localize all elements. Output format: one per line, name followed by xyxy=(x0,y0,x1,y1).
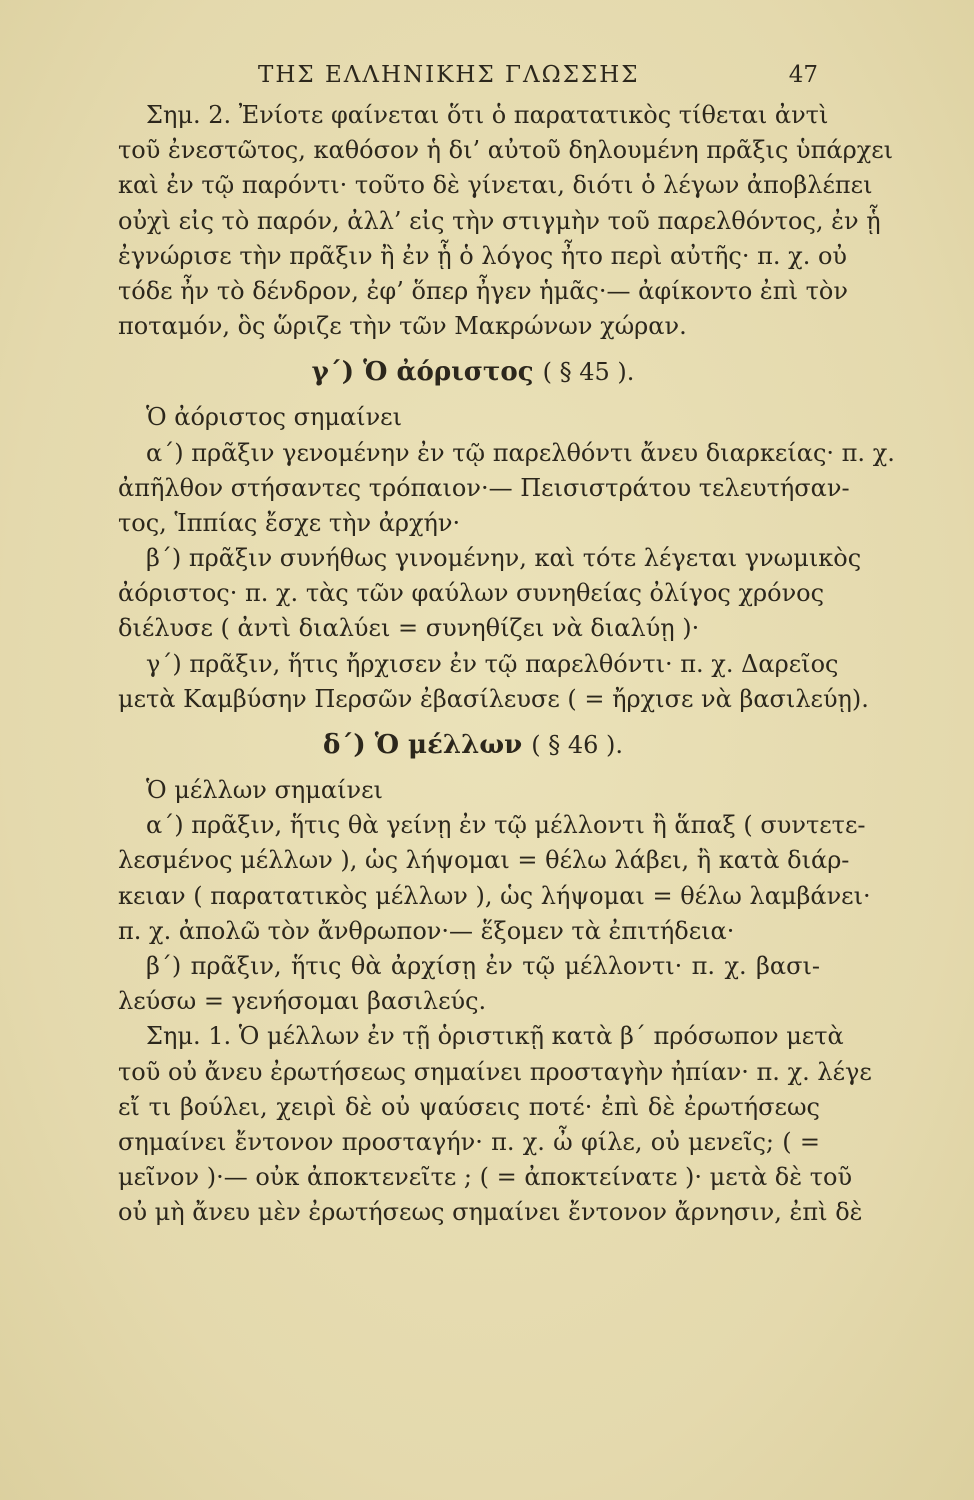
section-heading-future xyxy=(118,727,820,763)
text-line: α΄) πρᾶξιν, ἥτις θὰ γείνῃ ἐν τῷ μέλλοντι ἢ ἅπαξ ( συντετε- xyxy=(146,811,866,840)
text-line: καὶ ἐν τῷ παρόντι· τοῦτο δὲ γίνεται, διότι ὁ λέγων ἀποβλέπει xyxy=(118,171,873,200)
page-number: 47 xyxy=(788,62,818,88)
text-line: μεῖνον )·— οὐκ ἀποκτενεῖτε ; ( = ἀποκτείνατε )· μετὰ δὲ τοῦ xyxy=(118,1163,853,1192)
text-line: τοῦ ἐνεστῶτος, καθόσον ἡ δι’ αὐτοῦ δηλουμένη πρᾶξις ὑπάρχει xyxy=(118,136,894,165)
text-line: β΄) πρᾶξιν, ἥτις θὰ ἀρχίσῃ ἐν τῷ μέλλοντι· π. χ. βασι- xyxy=(146,951,820,980)
section-heading-text: γ΄) Ὁ ἀόριστος xyxy=(311,357,534,388)
text-line: τόδε ἦν τὸ δένδρον, ἐφ’ ὅπερ ἦγεν ἡμᾶς·— ἀφίκοντο ἐπὶ τὸν xyxy=(118,276,848,305)
text-line: γ΄) πρᾶξιν, ἥτις ἤρχισεν ἐν τῷ παρελθόντι· π. χ. Δαρεῖος xyxy=(146,649,839,678)
text-line: ἀπῆλθον στήσαντες τρόπαιον·— Πεισιστράτου τελευτήσαν- xyxy=(118,473,850,502)
text-line: σημαίνει ἔντονον προσταγήν· π. χ. ὦ φίλε, οὐ μενεῖς; ( = xyxy=(118,1127,820,1156)
text-line: εἴ τι βούλει, χειρὶ δὲ οὐ ψαύσεις ποτέ· ἐπὶ δὲ ἐρωτήσεως xyxy=(118,1092,820,1121)
text-line: ἐγνώρισε τὴν πρᾶξιν ἢ ἐν ᾗ ὁ λόγος ἦτο περὶ αὐτῆς· π. χ. οὐ xyxy=(118,241,847,270)
section-reference: ( § 45 ). xyxy=(542,358,635,387)
text-line: κειαν ( παρατατικὸς μέλλων ), ὡς λήψομαι = θέλω λαμβάνει· xyxy=(118,881,871,910)
text-line: Σημ. 1. Ὁ μέλλων ἐν τῇ ὁριστικῇ κατὰ β΄ πρόσωπον μετὰ xyxy=(146,1022,844,1051)
text-line: οὐ μὴ ἄνευ μὲν ἐρωτήσεως σημαίνει ἔντονον ἄρνησιν, ἐπὶ δὲ xyxy=(118,1198,863,1227)
text-line: β΄) πρᾶξιν συνήθως γινομένην, καὶ τότε λέγεται γνωμικὸς xyxy=(146,544,862,573)
running-title: ΤΗΣ ΕΛΛΗΝΙΚΗΣ ΓΛΩΣΣΗΣ xyxy=(258,62,640,88)
text-line: λεύσω = γενήσομαι βασιλεύς. xyxy=(118,987,487,1016)
page-body xyxy=(118,98,895,1230)
text-line: διέλυσε ( ἀντὶ διαλύει = συνηθίζει νὰ διαλύῃ )· xyxy=(118,614,700,643)
text-line: τοῦ οὐ ἄνευ ἐρωτήσεως σημαίνει προσταγὴν ἠπίαν· π. χ. λέγε xyxy=(118,1057,872,1086)
text-line: Ὁ μέλλων σημαίνει xyxy=(146,776,383,804)
text-line: α΄) πρᾶξιν γενομένην ἐν τῷ παρελθόντι ἄνευ διαρκείας· π. χ. xyxy=(146,438,895,467)
text-line: π. χ. ἀπολῶ τὸν ἄνθρωπον·— ἕξομεν τὰ ἐπιτήδεια· xyxy=(118,916,735,945)
text-line: λεσμένος μέλλων ), ὡς λήψομαι = θέλω λάβει, ἢ κατὰ διάρ- xyxy=(118,846,850,875)
future-paragraph xyxy=(118,773,871,1019)
section-reference: ( § 46 ). xyxy=(531,731,623,759)
text-line: τος, Ἱππίας ἔσχε τὴν ἀρχήν· xyxy=(118,508,461,537)
note-paragraph-1 xyxy=(118,98,894,344)
section-heading-text: δ΄) Ὁ μέλλων xyxy=(323,730,523,760)
section-heading-aorist xyxy=(118,354,820,390)
text-line: μετὰ Καμβύσην Περσῶν ἐβασίλευσε ( = ἤρχισε νὰ βασιλεύῃ). xyxy=(118,684,869,713)
text-line: οὐχὶ εἰς τὸ παρόν, ἀλλ’ εἰς τὴν στιγμὴν τοῦ παρελθόντος, ἐν ᾗ xyxy=(118,206,881,235)
text-line: ποταμόν, ὃς ὥριζε τὴν τῶν Μακρώνων χώραν. xyxy=(118,312,687,341)
note-paragraph-2 xyxy=(118,1019,872,1230)
text-line: ἀόριστος· π. χ. τὰς τῶν φαύλων συνηθείας ὀλίγος χρόνος xyxy=(118,579,825,608)
aorist-paragraph xyxy=(118,400,895,717)
text-line: Σημ. 2. Ἐνίοτε φαίνεται ὅτι ὁ παρατατικὸς τίθεται ἀντὶ xyxy=(146,101,829,129)
text-line: Ὁ ἀόριστος σημαίνει xyxy=(146,403,403,432)
